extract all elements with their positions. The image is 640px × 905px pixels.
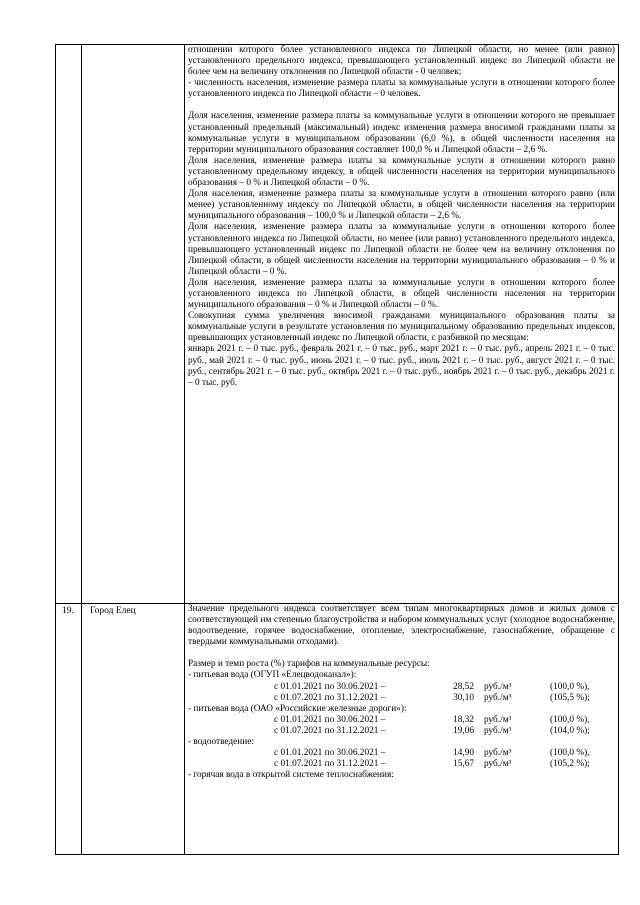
tariff-group-title: - водоотведение: bbox=[188, 737, 254, 748]
rate-price: 19,06 bbox=[453, 725, 474, 736]
city-name: Город Елец bbox=[82, 604, 185, 855]
paragraph: Доля населения, изменение размера платы за коммунальные услуги в отношении которого равно установленному предельному индексу, в общей численности населения на территории муниципального образования – 0 % и Липецкой области – 0 %. bbox=[188, 155, 615, 189]
rate-percent: (100,0 %), bbox=[550, 681, 590, 692]
paragraph: Совокупная сумма увеличения вносимой гражданами муниципального образования платы за коммунальные услуги в результате установления по муниципальному образованию предельных индексов, превышающих установленный индекс по Липецкой области, с разбивкой по месяцам: bbox=[188, 311, 615, 344]
rate-unit: руб./м³ bbox=[484, 692, 512, 703]
tariff-group-title: - питьевая вода (ОАО «Российские железные дороги»): bbox=[188, 703, 407, 714]
tariff-rate bbox=[188, 726, 615, 737]
table-row bbox=[56, 45, 619, 604]
description-cell bbox=[185, 45, 619, 604]
row-number: 19. bbox=[56, 604, 82, 855]
rate-unit: руб./м³ bbox=[484, 681, 512, 692]
rate-price: 18,32 bbox=[453, 714, 474, 725]
document-table bbox=[55, 44, 619, 855]
rate-price: 15,67 bbox=[453, 759, 474, 770]
rate-period: с 01.01.2021 по 30.06.2021 – bbox=[274, 748, 386, 759]
rate-percent: (100,0 %), bbox=[550, 748, 590, 759]
rate-unit: руб./м³ bbox=[484, 748, 512, 759]
row-number-cell bbox=[56, 45, 82, 604]
paragraph: - численность населения, изменение размера платы за коммунальные услуги в отношении которого более установленного индекса по Липецкой области – 0 человек. bbox=[188, 78, 615, 100]
spacer bbox=[188, 648, 615, 659]
tariff-rate bbox=[188, 748, 615, 759]
tariff-rate bbox=[188, 682, 615, 693]
rate-period: с 01.07.2021 по 31.12.2021 – bbox=[274, 692, 386, 703]
rate-unit: руб./м³ bbox=[484, 725, 512, 736]
tariff-group-title: - питьевая вода (ОГУП «Елецводоканал»): bbox=[188, 670, 357, 681]
paragraph: отношении которого более установленного индекса по Липецкой области, но менее (или равно) установленного предельного индекса, превышающего установленный индекс по Липецкой области не более чем на величину отклонения по Липецкой области - 0 человек; bbox=[188, 45, 615, 78]
rate-period: с 01.01.2021 по 30.06.2021 – bbox=[274, 681, 386, 692]
tariff-group-title: - горячая вода в открытой системе теплоснабжения: bbox=[188, 770, 394, 781]
description-cell bbox=[185, 604, 619, 855]
paragraph: Значение предельного индекса соответствует всем типам многоквартирных домов и жилых домов с соответствующей им степенью благоустройства и набором коммунальных услуг (холодное водоснабжение, водоотведение, горячее водоснабжение, отопление, электроснабжение, газоснабжение, обращение с твердыми коммунальными отходами). bbox=[188, 604, 615, 648]
rate-period: с 01.07.2021 по 31.12.2021 – bbox=[274, 759, 386, 770]
paragraph: Доля населения, изменение размера платы за коммунальные услуги в отношении которого не превышает установленный предельный (максимальный) индекс изменения размера вносимой гражданами платы за коммунальные услуги в муниципальном образовании (6,0 %), в общей численности населения на территории муниципального образования составляет 100,0 % и Липецкой области – 2,6 %. bbox=[188, 111, 615, 155]
rate-period: с 01.01.2021 по 30.06.2021 – bbox=[274, 714, 386, 725]
rate-price: 28,52 bbox=[453, 681, 474, 692]
table-row bbox=[56, 604, 619, 855]
rate-percent: (105,5 %); bbox=[550, 692, 590, 703]
paragraph: Доля населения, изменение размера платы за коммунальные услуги в отношении которого более установленного индекса по Липецкой области, в общей численности населения на территории муниципального образования – 0 % и Липецкой области – 0 %. bbox=[188, 277, 615, 311]
rate-unit: руб./м³ bbox=[484, 759, 512, 770]
tariff-rate bbox=[188, 759, 615, 770]
paragraph: Доля населения, изменение размера платы за коммунальные услуги в отношении которого равно (или менее) установленному индексу по Липецкой области, в общей численности населения на территории муниципального образования – 100,0 % и Липецкой области – 2,6 %. bbox=[188, 189, 615, 222]
city-cell bbox=[82, 45, 185, 604]
rate-price: 14,90 bbox=[453, 748, 474, 759]
paragraph: январь 2021 г. – 0 тыс. руб., февраль 2021 г. – 0 тыс. руб., март 2021 г. – 0 тыс. руб., апрель 2021 г. – 0 тыс. руб., май 2021 г. – 0 тыс. руб., июнь 2021 г. – 0 тыс. руб., июль 2021 г. – 0 тыс. руб., август 2021 г. – 0 тыс. руб., сентябрь 2021 г. – 0 тыс. руб., октябрь 2021 г. – 0 тыс. руб., ноябрь 2021 г. – 0 тыс. руб., декабрь 2021 г. – 0 тыс. руб. bbox=[188, 344, 615, 388]
rate-percent: (104,0 %); bbox=[550, 725, 590, 736]
tariff-rate bbox=[188, 693, 615, 704]
spacer bbox=[188, 100, 615, 111]
rate-period: с 01.07.2021 по 31.12.2021 – bbox=[274, 725, 386, 736]
rate-percent: (100,0 %), bbox=[550, 714, 590, 725]
paragraph: Доля населения, изменение размера платы за коммунальные услуги в отношении которого более установленного индекса по Липецкой области, но менее (или равно) установленного предельного индекса, превышающего установленный индекс по Липецкой области не более чем на величину отклонения по Липецкой области, в общей численности населения на территории муниципального образования – 0 % и Липецкой области – 0 %. bbox=[188, 222, 615, 277]
rate-price: 30,10 bbox=[453, 692, 474, 703]
tariff-rate bbox=[188, 715, 615, 726]
document-page bbox=[55, 44, 615, 854]
rate-unit: руб./м³ bbox=[484, 714, 512, 725]
tariffs-heading: Размер и темп роста (%) тарифов на коммунальные ресурсы: bbox=[188, 659, 430, 670]
rate-percent: (105,2 %); bbox=[550, 759, 590, 770]
